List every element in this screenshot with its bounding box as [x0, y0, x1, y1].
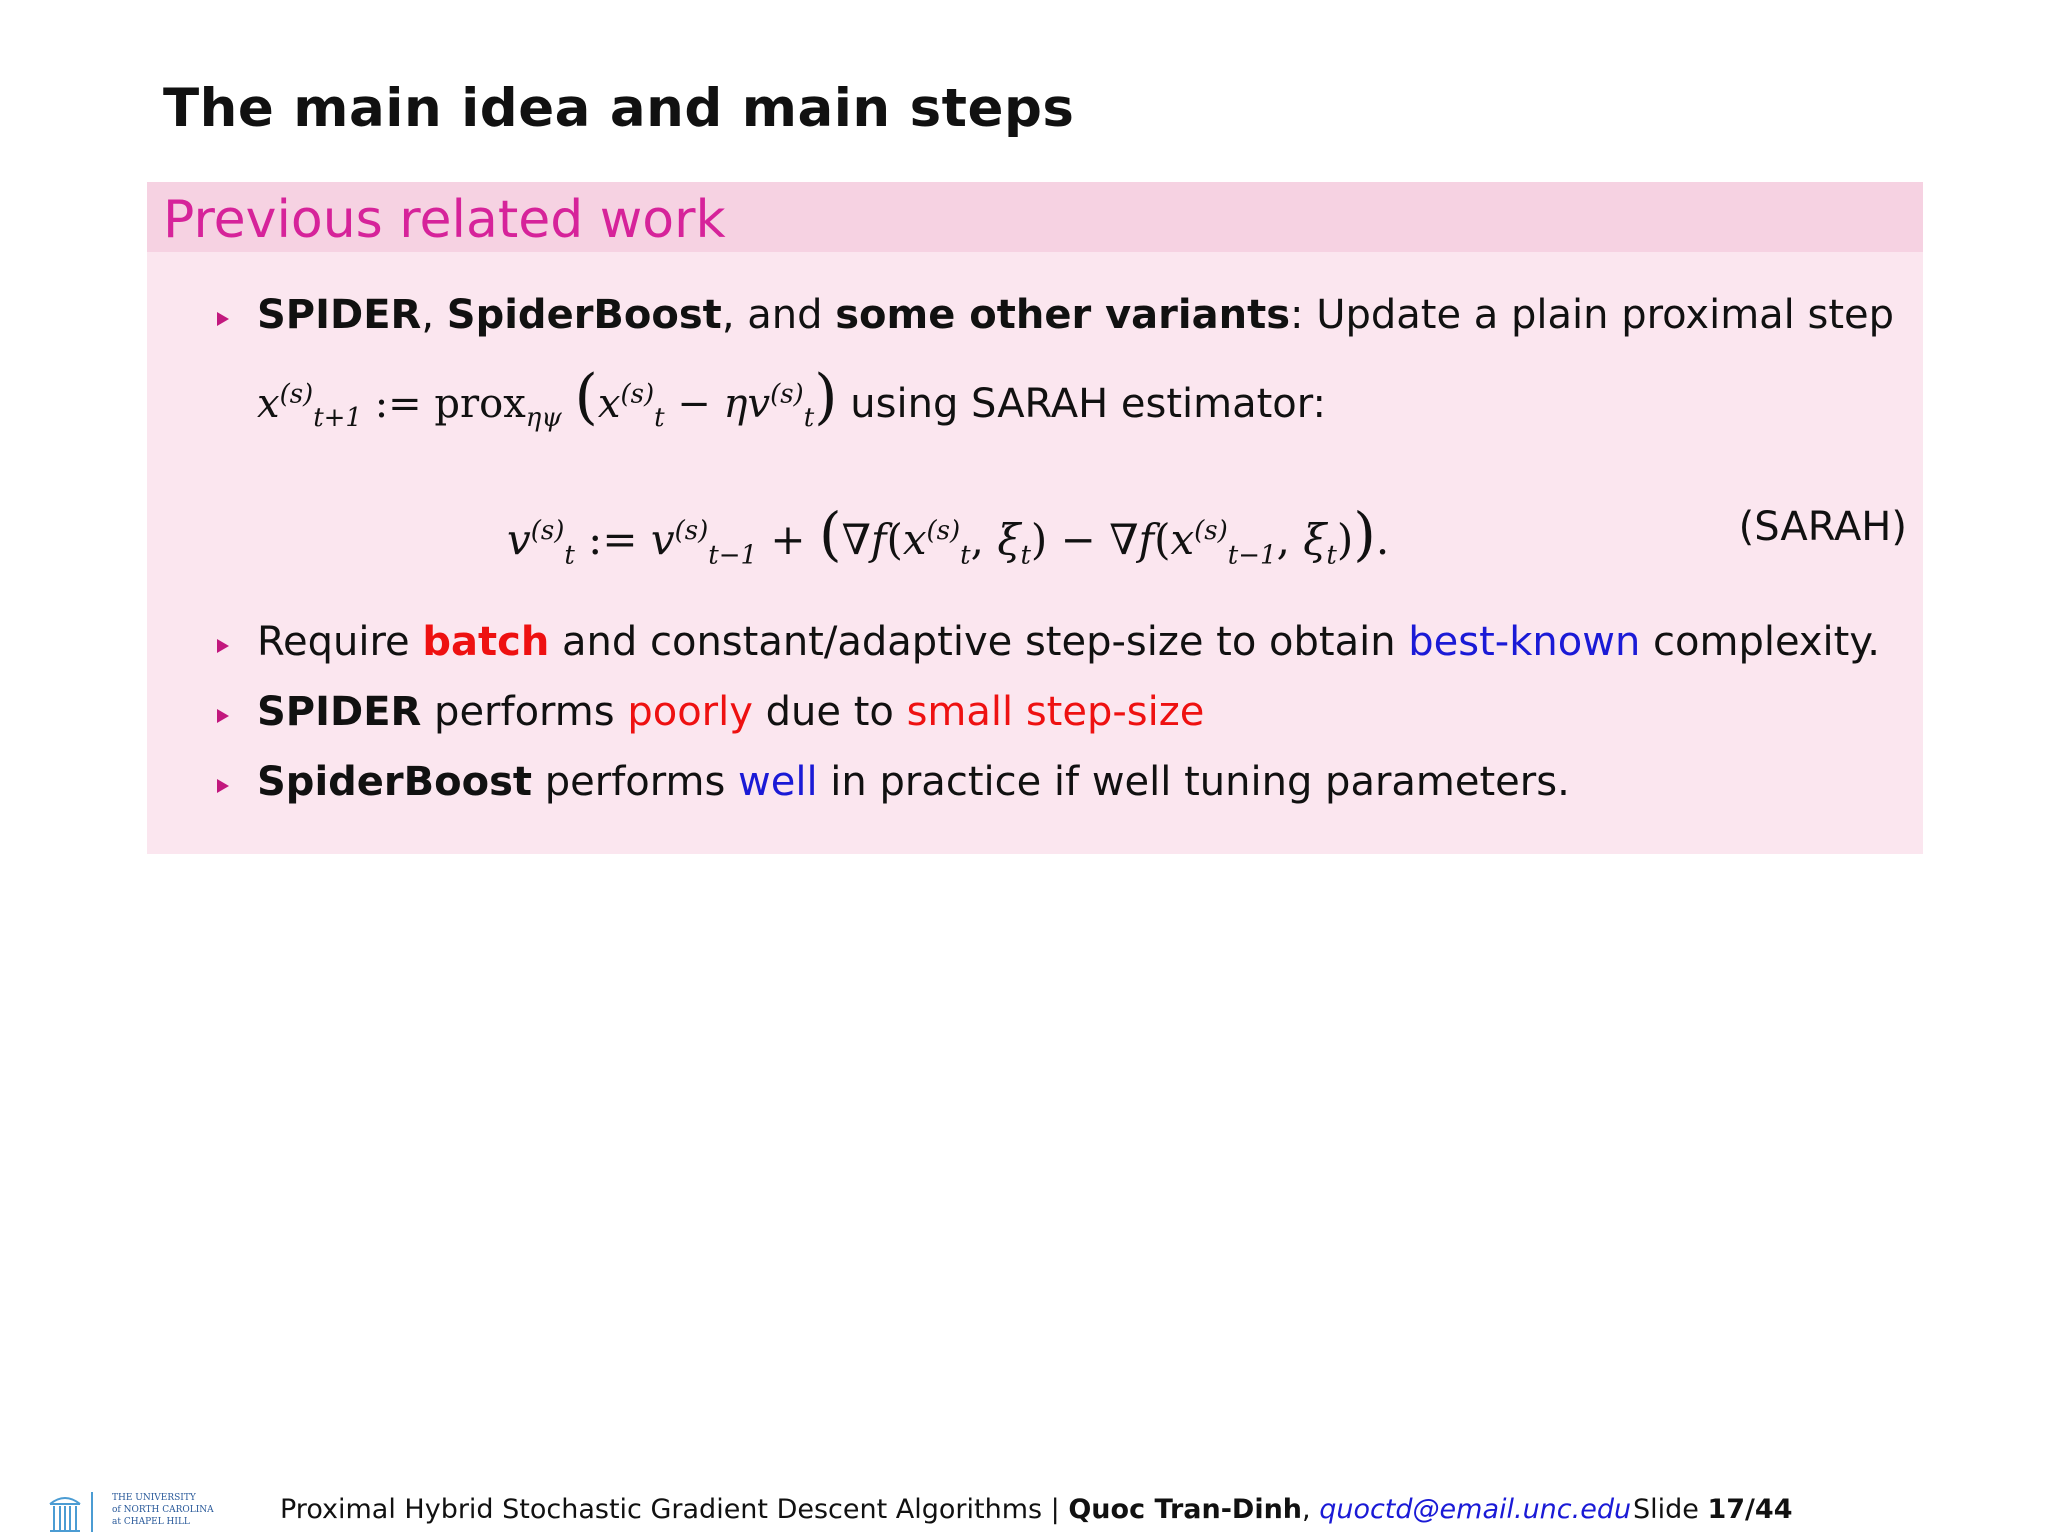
term-spider: SPIDER: [257, 292, 422, 338]
bullet-item-2: [257, 619, 1880, 665]
bullet-item-1-line-2: [257, 362, 1326, 433]
author-email-link[interactable]: quoctd@email.unc.edu: [1319, 1494, 1632, 1525]
frame-title: The main idea and main steps: [163, 78, 1075, 139]
update-text: : Update a plain proximal step: [1290, 292, 1895, 338]
equation-tag: (SARAH): [1738, 504, 1907, 550]
logo-line-1: THE UNIVERSITY: [112, 1493, 196, 1503]
term-spiderboost: SpiderBoost: [257, 759, 533, 805]
item4-text-1: performs: [532, 759, 739, 805]
prox-formula: $x^{(s)}_{t+1}$ := prox$_{\eta\psi}$ $(x^{(s)}_t - \eta v^{(s)}_t)$: [257, 362, 838, 433]
logo-line-3: at CHAPEL HILL: [112, 1517, 190, 1527]
bullet-triangle-icon: [217, 709, 229, 723]
footer: [0, 1480, 2048, 1536]
unc-logo: [48, 1490, 238, 1534]
term-variants: some other variants: [835, 292, 1291, 338]
term-spiderboost: SpiderBoost: [446, 292, 722, 338]
term-well: well: [738, 759, 818, 805]
sarah-equation: [147, 500, 1923, 580]
footer-text: [280, 1494, 1631, 1525]
item3-text-2: due to: [752, 689, 907, 735]
item3-text-1: performs: [421, 689, 628, 735]
bullet-item-3: [257, 689, 1204, 735]
bullet-triangle-icon: [217, 312, 229, 326]
term-best-known: best-known: [1408, 619, 1641, 665]
bullet-triangle-icon: [217, 639, 229, 653]
bullet-item-1: [257, 292, 1907, 338]
item2-text-1: Require: [257, 619, 423, 665]
sarah-text: using SARAH estimator:: [850, 381, 1326, 427]
equation-body: $v^{(s)}_t$ := $v^{(s)}_{t-1} + (\nabla f(x^{(s)}_t$, $\xi_t) - \nabla f(x^{(s)}_{t-1}$, $\xi_t$)).: [507, 500, 1390, 571]
term-small-step-size: small step-size: [906, 689, 1205, 735]
bullet-triangle-icon: [217, 779, 229, 793]
logo-text: [112, 1492, 214, 1528]
and-text: , and: [721, 292, 823, 338]
item2-text-2: and constant/adaptive step-size to obtain: [549, 619, 1409, 665]
item4-text-2: in practice if well tuning parameters.: [817, 759, 1570, 805]
author-name: Quoc Tran-Dinh: [1068, 1494, 1303, 1525]
footer-comma: ,: [1302, 1494, 1320, 1525]
slide-number: [1633, 1494, 1793, 1525]
term-spider: SPIDER: [257, 689, 422, 735]
comma: ,: [421, 292, 435, 338]
item2-text-3: complexity.: [1640, 619, 1881, 665]
bullet-item-4: [257, 759, 1570, 805]
slide-label: Slide: [1633, 1494, 1708, 1525]
block-title: Previous related work: [163, 190, 726, 250]
block-header: [147, 182, 1923, 252]
term-batch: batch: [422, 619, 550, 665]
talk-title: Proximal Hybrid Stochastic Gradient Descent Algorithms |: [280, 1494, 1069, 1525]
slide-count: 17/44: [1707, 1494, 1793, 1525]
previous-work-block: [147, 182, 1923, 854]
term-poorly: poorly: [627, 689, 753, 735]
logo-line-2: of NORTH CAROLINA: [112, 1505, 214, 1515]
formula-x: x: [257, 381, 280, 427]
